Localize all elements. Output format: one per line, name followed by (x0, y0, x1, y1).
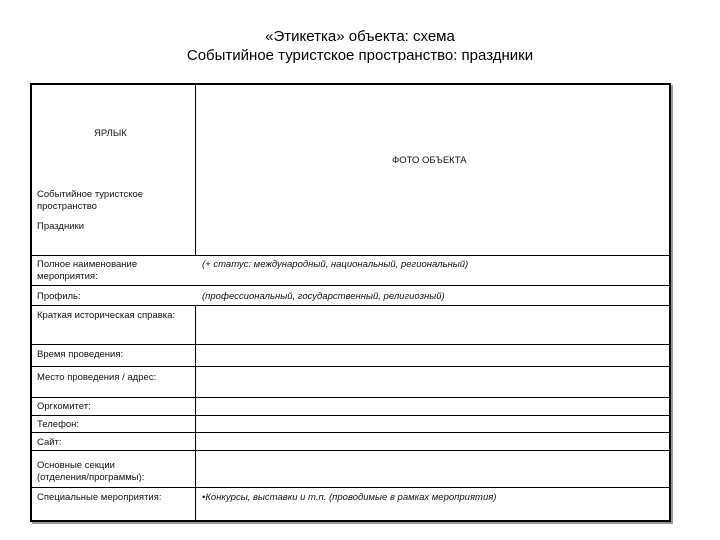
full-name-hint: (+ статус: международный, национальный, региональный) (202, 259, 469, 270)
row-divider (32, 305, 669, 306)
space-line-2: пространство (37, 201, 97, 212)
category-caption: Праздники (37, 221, 84, 232)
column-divider (195, 85, 196, 255)
orgcommittee-label: Оргкомитет: (37, 401, 91, 412)
full-name-label-1: Полное наименование (37, 259, 138, 270)
photo-placeholder: ФОТО ОБЪЕКТА (392, 155, 467, 166)
phone-label: Телефон: (37, 419, 80, 430)
sections-label-1: Основные секции (37, 460, 115, 471)
row-divider (32, 366, 669, 367)
row-divider (32, 487, 669, 488)
row-divider (32, 344, 669, 345)
special-hint: •Конкурсы, выставки и т.п. (проводимые в рамках мероприятия) (202, 492, 497, 503)
place-label: Место проведения / адрес: (37, 372, 157, 383)
time-label: Время проведения: (37, 349, 124, 360)
site-label: Сайт: (37, 437, 62, 448)
row-divider (32, 397, 669, 398)
history-label: Краткая историческая справка: (37, 310, 176, 321)
full-name-label-2: мероприятия: (37, 271, 98, 282)
profile-label: Профиль: (37, 291, 81, 302)
profile-hint: (профессиональный, государственный, религиозный) (202, 291, 445, 302)
column-divider (195, 305, 196, 521)
row-divider (32, 255, 669, 256)
label-caption: ЯРЛЫК (94, 128, 127, 139)
label-scheme-table (30, 83, 671, 522)
special-label: Специальные мероприятия: (37, 492, 162, 503)
row-divider (32, 450, 669, 451)
row-divider (32, 432, 669, 433)
row-divider (32, 285, 669, 286)
title-line-2: Событийное туристское пространство: праздники (186, 47, 534, 64)
sections-label-2: (отделения/программы): (37, 472, 145, 483)
row-divider (32, 415, 669, 416)
title-line-1: «Этикетка» объекта: схема (265, 28, 455, 45)
space-line-1: Событийное туристское (37, 189, 144, 200)
